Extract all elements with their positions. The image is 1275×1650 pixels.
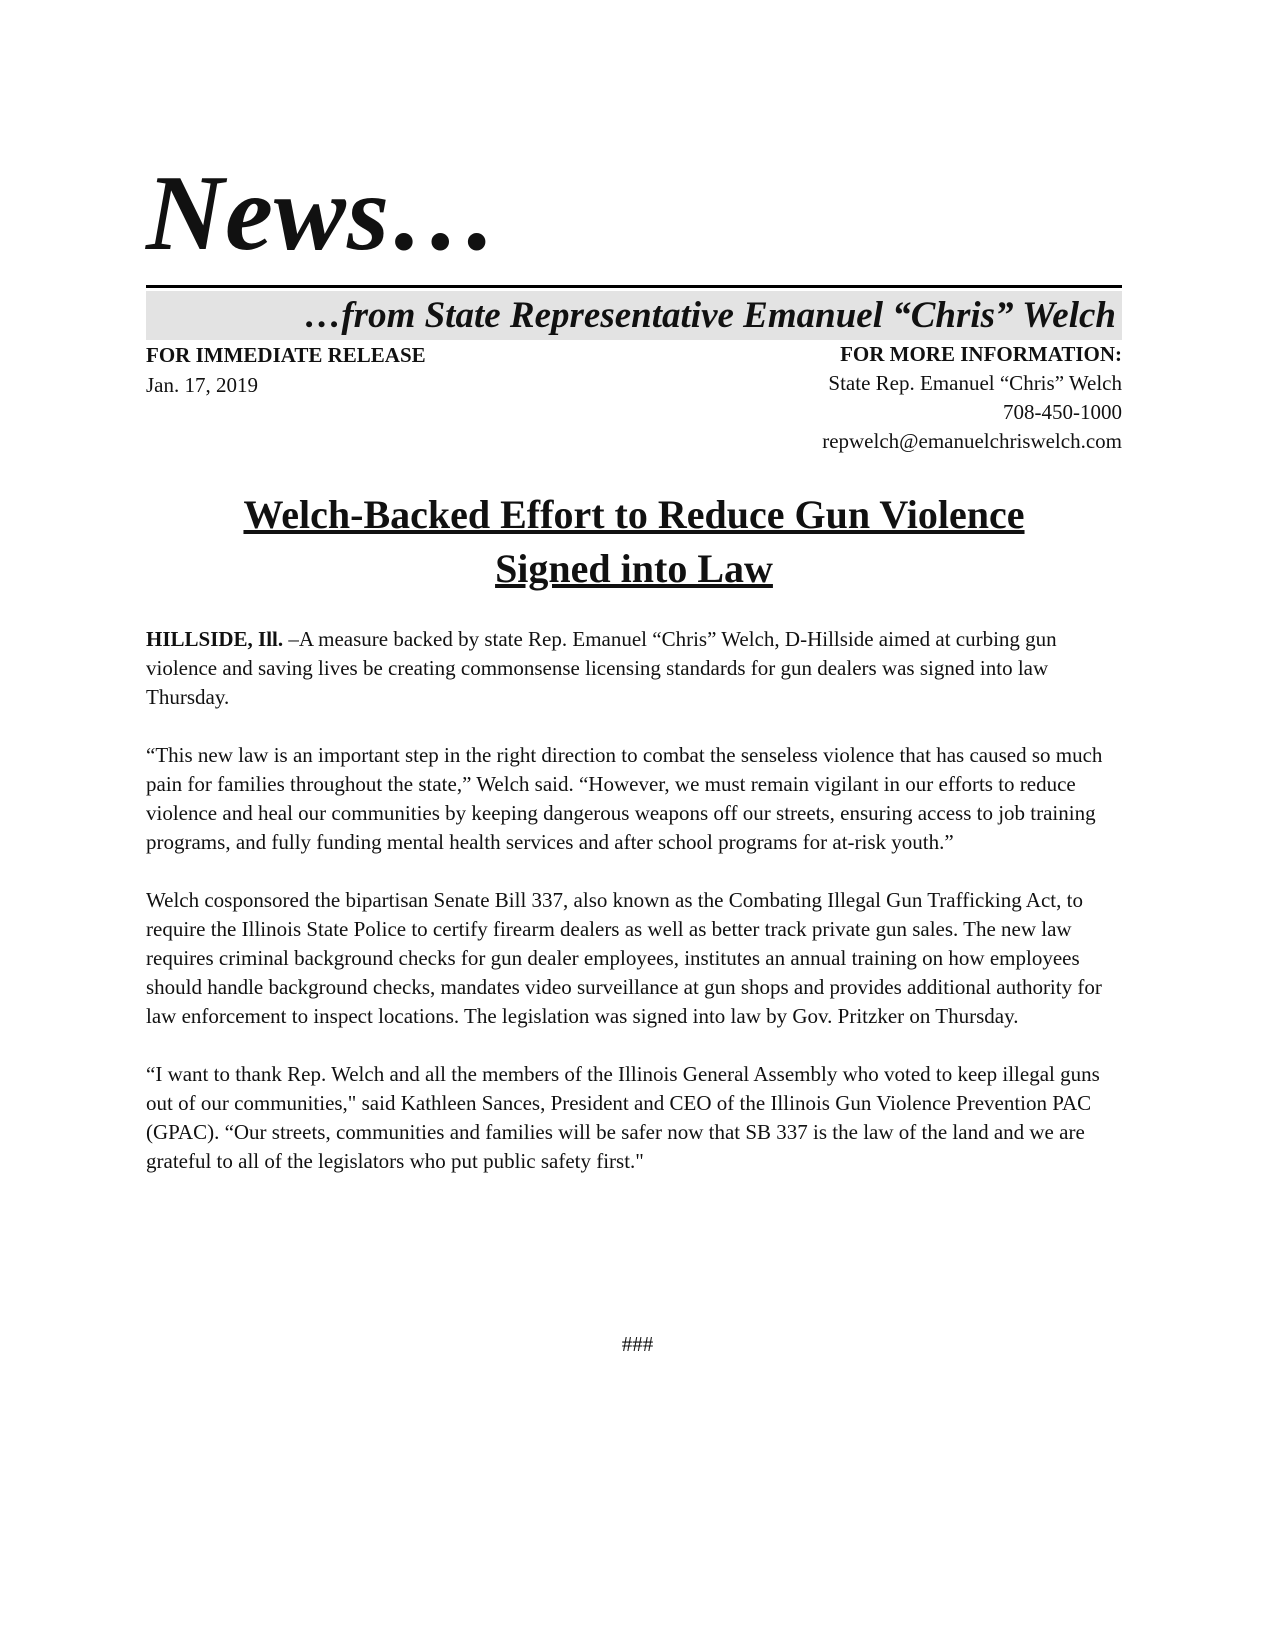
paragraph-1 xyxy=(146,625,1126,712)
paragraph-2: “This new law is an important step in the right direction to combat the senseless violence that has caused so much pain for families throughout the state,” Welch said. “However, we must remain vigilant in our efforts to reduce violence and heal our communities by keeping dangerous weapons off our streets, ensuring access to job training programs, and fully funding mental health services and after school programs for at-risk youth.” xyxy=(146,743,1103,854)
headline xyxy=(146,488,1122,596)
paragraph-1-text: –A measure backed by state Rep. Emanuel “Chris” Welch, D-Hillside aimed at curbing gun violence and saving lives be creating commonsense licensing standards for gun dealers was signed into law Thursday. xyxy=(146,627,1057,709)
headline-line-1: Welch-Backed Effort to Reduce Gun Violence xyxy=(243,492,1025,537)
contact-heading: FOR MORE INFORMATION: xyxy=(840,342,1122,366)
dateline: HILLSIDE, Ill. xyxy=(146,627,284,651)
release-label: FOR IMMEDIATE RELEASE xyxy=(146,343,426,367)
article-body xyxy=(146,625,1126,1205)
masthead-title: News… xyxy=(146,154,499,273)
contact-phone: 708-450-1000 xyxy=(1003,400,1122,424)
contact-name: State Rep. Emanuel “Chris” Welch xyxy=(828,371,1122,395)
contact-email: repwelch@emanuelchriswelch.com xyxy=(822,429,1122,453)
masthead-divider xyxy=(146,285,1122,288)
contact-block xyxy=(622,340,1122,456)
release-date: Jan. 17, 2019 xyxy=(146,373,258,397)
headline-line-2: Signed into Law xyxy=(495,546,773,591)
masthead-subtitle: …from State Representative Emanuel “Chris” Welch xyxy=(304,295,1116,336)
paragraph-4: “I want to thank Rep. Welch and all the members of the Illinois General Assembly who voted to keep illegal guns out of our communities," said Kathleen Sances, President and CEO of the Illinois Gun Violence Prevention PAC (GPAC). “Our streets, communities and families will be safer now that SB 337 is the law of the land and we are grateful to all of the legislators who put public safety first." xyxy=(146,1062,1100,1173)
end-mark: ### xyxy=(621,1332,654,1356)
paragraph-3: Welch cosponsored the bipartisan Senate Bill 337, also known as the Combating Illegal Gun Trafficking Act, to require the Illinois State Police to certify firearm dealers as well as better track private gun sales. The new law requires criminal background checks for gun dealer employees, institutes an annual training on how employees should handle background checks, mandates video surveillance at gun shops and provides additional authority for law enforcement to inspect locations. The legislation was signed into law by Gov. Pritzker on Thursday. xyxy=(146,888,1102,1028)
